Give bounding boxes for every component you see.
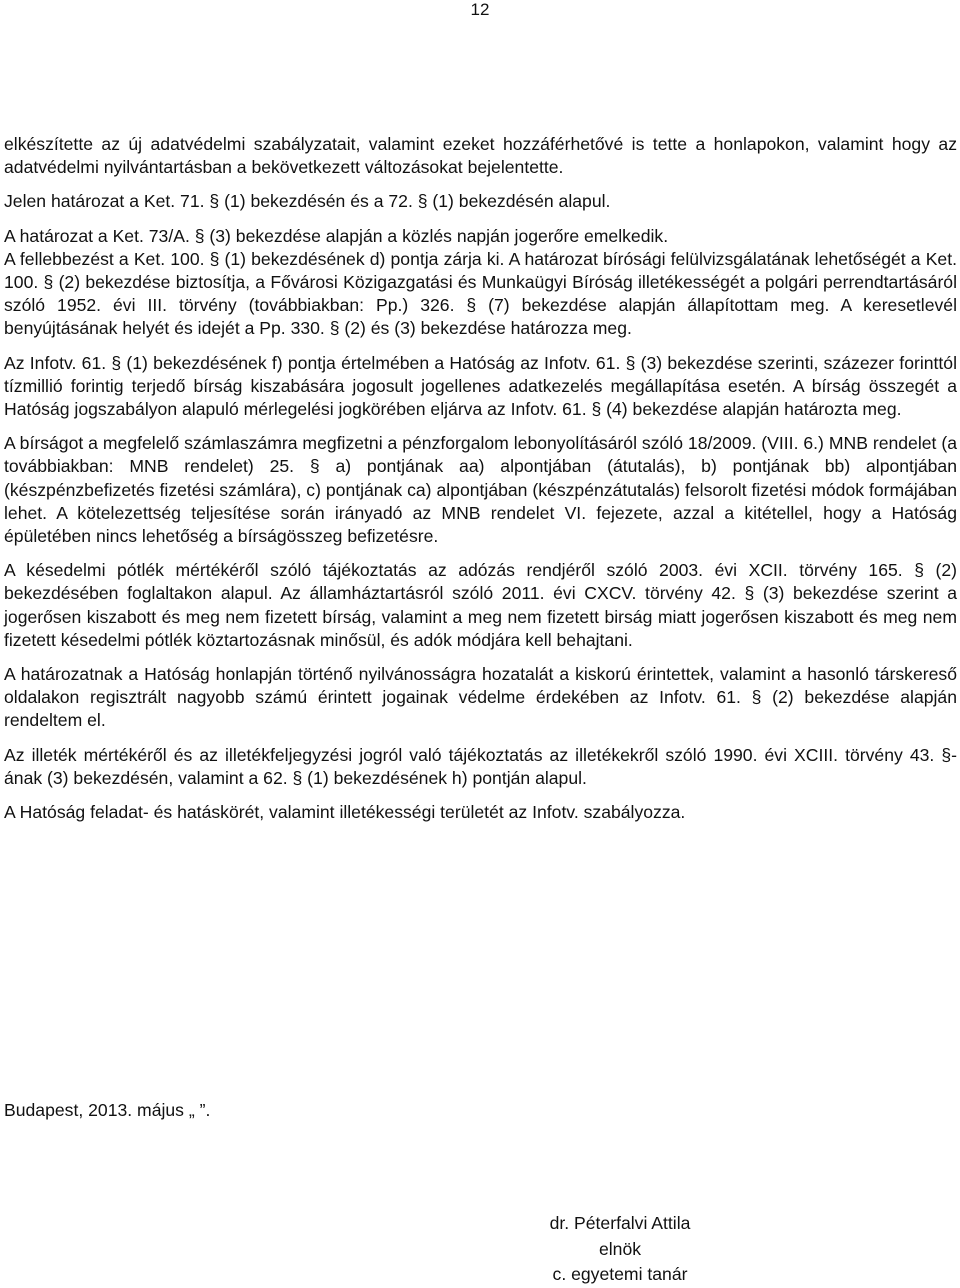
paragraph-publication: A határozatnak a Hatóság honlapján történő nyilvánosságra hozatalát a kiskorú érintettek, valamint a hasonló társkereső oldalakon regisztrált nagyobb számú érintett jogainak védelme érdekében az Infotv. 61. § (2) bekezdése alapján rendeltem el. xyxy=(4,664,957,731)
paragraph-late-fee: A késedelmi pótlék mértékéről szóló tájékoztatás az adózás rendjéről szóló 2003. évi XCII. törvény 165. § (2) bekezdésében foglaltakon alapul. Az államháztartásról szóló 2011. évi CXCV. törvény 42. § (3) bekezdése szerint a jogerősen kiszabott és meg nem fizetett bírság, valamint a meg nem fizetett birság miatt jogerősen kiszabott és meg nem fizetett késedelmi pótlék köztartozásnak minősül, és adók módjára kell behajtani. xyxy=(4,560,957,650)
paragraph-fine-basis: Az Infotv. 61. § (1) bekezdésének f) pontja értelmében a Hatóság az Infotv. 61. § (3) bekezdése szerinti, százezer forinttól tízmillió forintig terjedő bírság kiszabására jogosult jogellenes adatkezelés megállapítása esetén. A bírság összegét a Hatóság jogszabályon alapuló mérlegelési jogkörében eljárva az Infotv. 61. § (4) bekezdése alapján határozta meg. xyxy=(4,352,957,420)
paragraph-competence: A Hatóság feladat- és hatáskörét, valamint illetékességi területét az Infotv. szabályozza. xyxy=(4,802,686,823)
paragraph-duty: Az illeték mértékéről és az illetékfeljegyzési jogról való tájékoztatás az illetékekről szóló 1990. évi XCIII. törvény 43. §-ának (3) bekezdésén, valamint a 62. § (1) bekezdésének h) pontján alapul. xyxy=(4,744,957,788)
signatory-name: dr. Péterfalvi Attila xyxy=(549,1213,691,1233)
paragraph-payment: A bírságot a megfelelő számlaszámra megfizetni a pénzforgalom lebonyolításáról szóló 18/2009. (VIII. 6.) MNB rendelet (a továbbiakban: MNB rendelet) 25. § a) pontjának aa) alpontjában (átutalás), b) pontjának bb) alpontjában (készpénzbefizetés fizetési számlára), c) pontjának ca) alpontjában (készpénzátutalás) felsorolt fizetési módok formájában lehet. A kötelezettség teljesítése során irányadó az MNB rendelet VI. fejezete, azzal a kitétellel, hogy a Hatóság épületében nincs lehetőség a bírságösszeg befizetésre. xyxy=(4,433,957,547)
paragraph-appeal: A fellebbezést a Ket. 100. § (1) bekezdésének d) pontja zárja ki. A határozat bírósági felülvizsgálatának lehetőségét a Ket. 100. § (2) bekezdése biztosítja, a Fővárosi Közigazgatási és Munkaügyi Bíróság illetékességét a polgári perrendtartásáról szóló 1952. évi III. törvény (továbbiakban: Pp.) 326. § (7) bekezdése alapján állapítottam meg. A keresetlevél benyújtásának helyét és idejét a Pp. 330. § (2) és (3) bekezdése határozza meg. xyxy=(4,248,957,339)
signature-block xyxy=(500,1211,740,1288)
page-number: 12 xyxy=(470,0,490,19)
signatory-role: elnök xyxy=(598,1238,642,1259)
paragraph-legal-basis: Jelen határozat a Ket. 71. § (1) bekezdésén és a 72. § (1) bekezdésén alapul. xyxy=(4,191,611,212)
document-body xyxy=(4,133,957,835)
date-line: Budapest, 2013. május „ ”. xyxy=(4,1100,211,1120)
paragraph-effective: A határozat a Ket. 73/A. § (3) bekezdése alapján a közlés napján jogerőre emelkedik. xyxy=(4,225,669,246)
signatory-title: c. egyetemi tanár xyxy=(552,1264,688,1284)
paragraph-data-protection: elkészítette az új adatvédelmi szabályzatait, valamint ezeket hozzáférhetővé is tette a honlapokon, valamint hogy az adatvédelmi nyilvántartásban a bekövetkezett változásokat bejelentette. xyxy=(4,134,957,178)
